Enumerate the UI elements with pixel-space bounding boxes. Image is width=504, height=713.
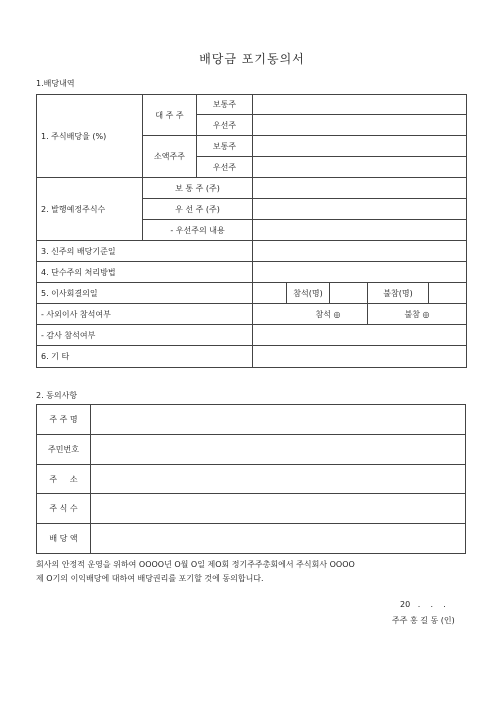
shareholder-name-value[interactable] (91, 405, 466, 435)
document-title: 배당금 포기동의서 (199, 52, 305, 66)
planned-preferred-label: 우 선 주 (주) (143, 199, 253, 220)
address-value[interactable] (91, 465, 466, 494)
auditor-label: - 감사 참석여부 (37, 325, 253, 346)
dividend-amount-label: 배 당 액 (37, 524, 91, 554)
dividend-amount-value[interactable] (91, 524, 466, 554)
minor-preferred-value[interactable] (253, 157, 467, 178)
other-label: 6. 기 타 (37, 346, 253, 368)
preferred-content-value[interactable] (253, 220, 467, 241)
absent-count-value[interactable] (429, 283, 467, 304)
signature-line[interactable]: 주주 홍 길 동 (인) (392, 616, 455, 625)
preferred-content-label: - 우선주의 내용 (143, 220, 253, 241)
section2-heading: 2. 동의사항 (36, 391, 78, 400)
other-value[interactable] (253, 346, 467, 368)
planned-common-label: 보 통 주 (주) (143, 178, 253, 199)
statement-line-1: 회사의 안정적 운영을 위하여 OOOO년 O월 O일 제O회 정기주주총회에서 주식회사 OOOO (36, 560, 355, 569)
attend-count-label: 참석(명) (287, 283, 330, 304)
minor-shareholder-label: 소액주주 (143, 136, 197, 178)
shareholder-name-label: 주 주 명 (37, 405, 91, 435)
minor-preferred-label: 우선주 (197, 157, 253, 178)
consent-statement (36, 558, 355, 586)
resident-number-label: 주민번호 (37, 435, 91, 465)
fractional-share-value[interactable] (253, 262, 467, 283)
record-date-value[interactable] (253, 241, 467, 262)
major-preferred-label: 우선주 (197, 115, 253, 136)
major-common-label: 보통주 (197, 95, 253, 115)
major-preferred-value[interactable] (253, 115, 467, 136)
minor-common-value[interactable] (253, 136, 467, 157)
board-resolution-label: 5. 이사회결의일 (37, 283, 253, 304)
record-date-label: 3. 신주의 배당기준일 (37, 241, 253, 262)
statement-line-2: 제 O기의 이익배당에 대하여 배당권리를 포기할 것에 동의합니다. (36, 574, 264, 583)
share-count-value[interactable] (91, 494, 466, 524)
outside-attend-option[interactable]: 참석 ◎ (253, 304, 368, 325)
minor-common-label: 보통주 (197, 136, 253, 157)
resident-number-value[interactable] (91, 435, 466, 465)
dividend-rate-label: 1. 주식배당율 (%) (37, 95, 143, 178)
board-resolution-date[interactable] (253, 283, 287, 304)
planned-preferred-value[interactable] (253, 199, 467, 220)
absent-count-label: 불참(명) (368, 283, 429, 304)
outside-absent-option[interactable]: 불참 ◎ (368, 304, 467, 325)
section1-heading: 1.배당내역 (36, 79, 75, 88)
dividend-details-table (36, 94, 467, 368)
major-shareholder-label: 대 주 주 (143, 95, 197, 136)
date-line[interactable]: 20 . . . (400, 600, 446, 609)
planned-shares-label: 2. 발행예정주식수 (37, 178, 143, 241)
planned-common-value[interactable] (253, 178, 467, 199)
auditor-value[interactable] (253, 325, 467, 346)
fractional-share-label: 4. 단수주의 처리방법 (37, 262, 253, 283)
address-label: 주 소 (37, 465, 91, 494)
consent-table (36, 404, 466, 554)
outside-director-label: - 사외이사 참석여부 (37, 304, 253, 325)
major-common-value[interactable] (253, 95, 467, 115)
attend-count-value[interactable] (330, 283, 368, 304)
share-count-label: 주 식 수 (37, 494, 91, 524)
